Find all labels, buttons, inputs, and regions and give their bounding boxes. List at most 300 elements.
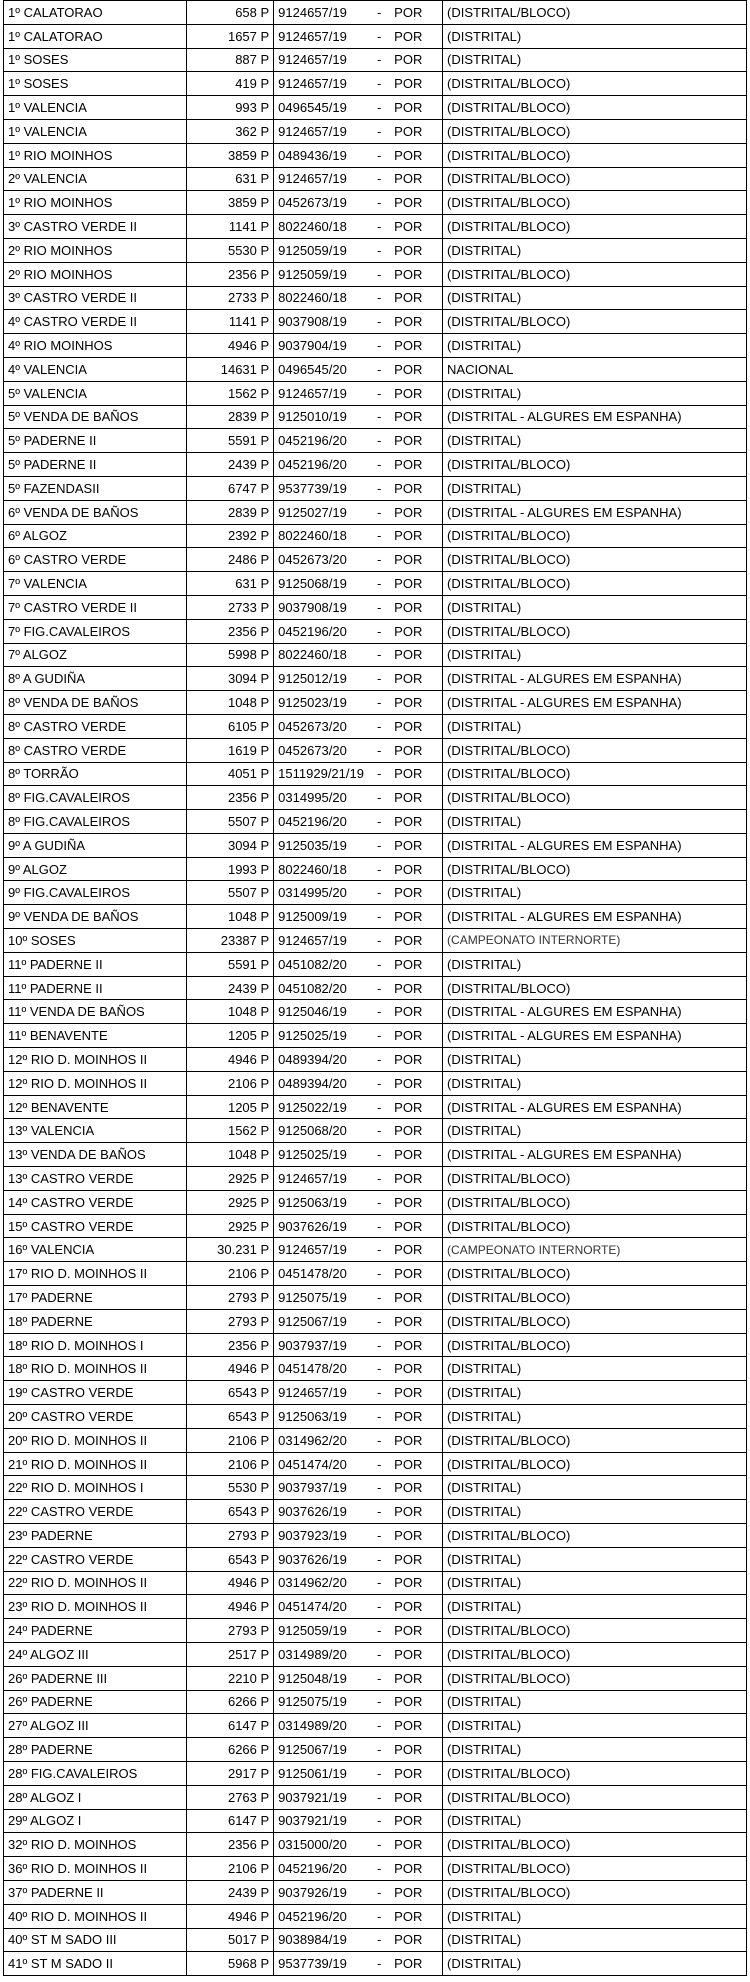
separator-dash: - <box>377 1408 382 1424</box>
placement-cell: 1º CALATORAO <box>4 24 187 48</box>
points-cell: 2793 P <box>187 1286 274 1310</box>
process-number: 9125010/19 <box>278 409 347 425</box>
table-row <box>4 1048 747 1072</box>
separator-dash: - <box>377 1123 382 1139</box>
points-cell: 2439 P <box>187 453 274 477</box>
process-cell <box>274 1024 443 1048</box>
process-cell <box>274 952 443 976</box>
separator-dash: - <box>377 813 382 829</box>
separator-dash: - <box>377 1289 382 1305</box>
table-row <box>4 1952 747 1976</box>
competition-cell: (DISTRITAL/BLOCO) <box>443 1857 747 1881</box>
process-cell <box>274 1642 443 1666</box>
process-cell <box>274 1357 443 1381</box>
process-number: 9125061/19 <box>278 1765 347 1781</box>
process-cell <box>274 1666 443 1690</box>
placement-cell: 9º FIG.CAVALEIROS <box>4 881 187 905</box>
points-cell: 1205 P <box>187 1095 274 1119</box>
competition-cell: (DISTRITAL - ALGURES EM ESPANHA) <box>443 500 747 524</box>
table-row <box>4 762 747 786</box>
process-cell <box>274 1452 443 1476</box>
process-cell <box>274 1928 443 1952</box>
country-code: POR <box>394 1075 423 1091</box>
process-cell <box>274 1048 443 1072</box>
table-row <box>4 429 747 453</box>
placement-cell: 8º VENDA DE BAÑOS <box>4 691 187 715</box>
points-cell: 6543 P <box>187 1405 274 1429</box>
process-cell <box>274 215 443 239</box>
table-row <box>4 1357 747 1381</box>
country-code: POR <box>394 1742 423 1758</box>
points-cell: 5507 P <box>187 810 274 834</box>
separator-dash: - <box>377 1575 382 1591</box>
process-cell <box>274 1904 443 1928</box>
points-cell: 362 P <box>187 119 274 143</box>
points-cell: 1657 P <box>187 24 274 48</box>
points-cell: 2356 P <box>187 786 274 810</box>
process-number: 0451478/20 <box>278 1361 347 1377</box>
table-row <box>4 1381 747 1405</box>
points-cell: 5530 P <box>187 1476 274 1500</box>
separator-dash: - <box>377 1432 382 1448</box>
table-row <box>4 1785 747 1809</box>
country-code: POR <box>394 861 423 877</box>
competition-cell: (DISTRITAL/BLOCO) <box>443 1666 747 1690</box>
competition-cell: (DISTRITAL) <box>443 1071 747 1095</box>
process-cell <box>274 691 443 715</box>
points-cell: 2356 P <box>187 262 274 286</box>
country-code: POR <box>394 647 423 663</box>
competition-cell: (DISTRITAL) <box>443 1048 747 1072</box>
process-cell <box>274 786 443 810</box>
country-code: POR <box>394 623 423 639</box>
table-row <box>4 405 747 429</box>
country-code: POR <box>394 123 423 139</box>
points-cell: 5998 P <box>187 643 274 667</box>
country-code: POR <box>394 980 423 996</box>
separator-dash: - <box>377 1742 382 1758</box>
country-code: POR <box>394 1789 423 1805</box>
competition-cell: (DISTRITAL - ALGURES EM ESPANHA) <box>443 1095 747 1119</box>
process-cell <box>274 286 443 310</box>
process-number: 9125063/19 <box>278 1408 347 1424</box>
competition-cell: (DISTRITAL) <box>443 714 747 738</box>
table-row <box>4 524 747 548</box>
separator-dash: - <box>377 599 382 615</box>
table-row <box>4 929 747 953</box>
process-number: 9125075/19 <box>278 1694 347 1710</box>
separator-dash: - <box>377 480 382 496</box>
country-code: POR <box>394 742 423 758</box>
placement-cell: 1º SOSES <box>4 48 187 72</box>
placement-cell: 8º FIG.CAVALEIROS <box>4 786 187 810</box>
country-code: POR <box>394 813 423 829</box>
competition-cell: NACIONAL <box>443 357 747 381</box>
points-cell: 4946 P <box>187 334 274 358</box>
table-row <box>4 1595 747 1619</box>
process-cell <box>274 96 443 120</box>
table-row <box>4 714 747 738</box>
process-number: 0451478/20 <box>278 1266 347 1282</box>
separator-dash: - <box>377 242 382 258</box>
process-number: 0314995/20 <box>278 790 347 806</box>
country-code: POR <box>394 195 423 211</box>
process-number: 0452673/20 <box>278 742 347 758</box>
points-cell: 2106 P <box>187 1452 274 1476</box>
table-row <box>4 1738 747 1762</box>
separator-dash: - <box>377 409 382 425</box>
country-code: POR <box>394 552 423 568</box>
competition-cell: (DISTRITAL/BLOCO) <box>443 72 747 96</box>
table-row <box>4 1143 747 1167</box>
points-cell: 5591 P <box>187 952 274 976</box>
process-number: 9125009/19 <box>278 909 347 925</box>
separator-dash: - <box>377 1194 382 1210</box>
process-number: 9124657/19 <box>278 76 347 92</box>
placement-cell: 3º CASTRO VERDE II <box>4 286 187 310</box>
placement-cell: 22º RIO D. MOINHOS II <box>4 1571 187 1595</box>
country-code: POR <box>394 1884 423 1900</box>
competition-cell: (DISTRITAL - ALGURES EM ESPANHA) <box>443 1024 747 1048</box>
competition-cell: (DISTRITAL) <box>443 476 747 500</box>
table-row <box>4 1547 747 1571</box>
country-code: POR <box>394 100 423 116</box>
table-row <box>4 1071 747 1095</box>
process-cell <box>274 1071 443 1095</box>
placement-cell: 6º CASTRO VERDE <box>4 548 187 572</box>
process-number: 0452196/20 <box>278 1861 347 1877</box>
country-code: POR <box>394 1456 423 1472</box>
separator-dash: - <box>377 1385 382 1401</box>
country-code: POR <box>394 76 423 92</box>
placement-cell: 17º PADERNE <box>4 1286 187 1310</box>
country-code: POR <box>394 790 423 806</box>
points-cell: 1562 P <box>187 381 274 405</box>
country-code: POR <box>394 385 423 401</box>
placement-cell: 13º CASTRO VERDE <box>4 1167 187 1191</box>
table-row <box>4 48 747 72</box>
placement-cell: 8º FIG.CAVALEIROS <box>4 810 187 834</box>
country-code: POR <box>394 52 423 68</box>
competition-cell: (DISTRITAL/BLOCO) <box>443 1 747 25</box>
points-cell: 1048 P <box>187 691 274 715</box>
placement-cell: 18º PADERNE <box>4 1309 187 1333</box>
points-cell: 2925 P <box>187 1214 274 1238</box>
placement-cell: 5º PADERNE II <box>4 453 187 477</box>
table-row <box>4 72 747 96</box>
competition-cell: (DISTRITAL) <box>443 643 747 667</box>
separator-dash: - <box>377 290 382 306</box>
process-number: 0452196/20 <box>278 457 347 473</box>
table-row <box>4 334 747 358</box>
table-row <box>4 1880 747 1904</box>
process-number: 0314995/20 <box>278 885 347 901</box>
process-number: 9038984/19 <box>278 1932 347 1948</box>
competition-cell: (DISTRITAL/BLOCO) <box>443 143 747 167</box>
process-cell <box>274 381 443 405</box>
process-number: 9125067/19 <box>278 1742 347 1758</box>
table-row <box>4 833 747 857</box>
process-number: 9124657/19 <box>278 932 347 948</box>
separator-dash: - <box>377 766 382 782</box>
process-cell <box>274 1167 443 1191</box>
points-cell: 631 P <box>187 572 274 596</box>
placement-cell: 8º A GUDIÑA <box>4 667 187 691</box>
country-code: POR <box>394 457 423 473</box>
process-number: 0451474/20 <box>278 1599 347 1615</box>
placement-cell: 29º ALGOZ I <box>4 1809 187 1833</box>
process-number: 0315000/20 <box>278 1837 347 1853</box>
competition-cell: (DISTRITAL/BLOCO) <box>443 1880 747 1904</box>
separator-dash: - <box>377 1861 382 1877</box>
placement-cell: 7º VALENCIA <box>4 572 187 596</box>
table-row <box>4 1571 747 1595</box>
table-row <box>4 1286 747 1310</box>
process-cell <box>274 191 443 215</box>
country-code: POR <box>394 932 423 948</box>
process-number: 8022460/18 <box>278 647 347 663</box>
process-cell <box>274 1809 443 1833</box>
table-row <box>4 619 747 643</box>
process-number: 9125075/19 <box>278 1289 347 1305</box>
separator-dash: - <box>377 385 382 401</box>
process-number: 9125059/19 <box>278 1623 347 1639</box>
separator-dash: - <box>377 433 382 449</box>
table-row <box>4 1309 747 1333</box>
separator-dash: - <box>377 1765 382 1781</box>
placement-cell: 5º PADERNE II <box>4 429 187 453</box>
placement-cell: 1º CALATORAO <box>4 1 187 25</box>
country-code: POR <box>394 1147 423 1163</box>
country-code: POR <box>394 219 423 235</box>
table-row <box>4 1524 747 1548</box>
placement-cell: 6º ALGOZ <box>4 524 187 548</box>
table-row <box>4 1095 747 1119</box>
process-number: 9037921/19 <box>278 1789 347 1805</box>
process-cell <box>274 500 443 524</box>
country-code: POR <box>394 576 423 592</box>
points-cell: 4946 P <box>187 1571 274 1595</box>
points-cell: 4051 P <box>187 762 274 786</box>
placement-cell: 8º TORRÃO <box>4 762 187 786</box>
points-cell: 2210 P <box>187 1666 274 1690</box>
process-cell <box>274 1524 443 1548</box>
separator-dash: - <box>377 1218 382 1234</box>
points-cell: 419 P <box>187 72 274 96</box>
placement-cell: 26º PADERNE <box>4 1690 187 1714</box>
country-code: POR <box>394 1004 423 1020</box>
separator-dash: - <box>377 1599 382 1615</box>
country-code: POR <box>394 480 423 496</box>
process-cell <box>274 262 443 286</box>
competition-cell: (DISTRITAL) <box>443 1690 747 1714</box>
process-cell <box>274 857 443 881</box>
competition-cell: (DISTRITAL - ALGURES EM ESPANHA) <box>443 405 747 429</box>
country-code: POR <box>394 314 423 330</box>
table-row <box>4 1190 747 1214</box>
table-row <box>4 952 747 976</box>
points-cell: 2793 P <box>187 1619 274 1643</box>
competition-cell: (DISTRITAL/BLOCO) <box>443 191 747 215</box>
separator-dash: - <box>377 123 382 139</box>
placement-cell: 1º VALENCIA <box>4 96 187 120</box>
separator-dash: - <box>377 1646 382 1662</box>
country-code: POR <box>394 1361 423 1377</box>
separator-dash: - <box>377 671 382 687</box>
process-cell <box>274 72 443 96</box>
table-row <box>4 1928 747 1952</box>
separator-dash: - <box>377 742 382 758</box>
table-row <box>4 215 747 239</box>
table-row <box>4 1167 747 1191</box>
points-cell: 5017 P <box>187 1928 274 1952</box>
separator-dash: - <box>377 1956 382 1972</box>
competition-cell: (DISTRITAL) <box>443 1714 747 1738</box>
process-cell <box>274 1214 443 1238</box>
country-code: POR <box>394 1551 423 1567</box>
competition-cell: (DISTRITAL/BLOCO) <box>443 1761 747 1785</box>
table-row <box>4 24 747 48</box>
country-code: POR <box>394 242 423 258</box>
process-cell <box>274 595 443 619</box>
separator-dash: - <box>377 552 382 568</box>
points-cell: 2763 P <box>187 1785 274 1809</box>
competition-cell: (DISTRITAL) <box>443 1809 747 1833</box>
separator-dash: - <box>377 361 382 377</box>
competition-cell: (DISTRITAL/BLOCO) <box>443 572 747 596</box>
table-row <box>4 595 747 619</box>
placement-cell: 5º VALENCIA <box>4 381 187 405</box>
table-row <box>4 167 747 191</box>
process-cell <box>274 1238 443 1262</box>
process-cell <box>274 1690 443 1714</box>
points-cell: 2356 P <box>187 1333 274 1357</box>
separator-dash: - <box>377 1837 382 1853</box>
points-cell: 887 P <box>187 48 274 72</box>
placement-cell: 8º CASTRO VERDE <box>4 738 187 762</box>
process-number: 0314962/20 <box>278 1575 347 1591</box>
process-number: 9124657/19 <box>278 171 347 187</box>
country-code: POR <box>394 147 423 163</box>
country-code: POR <box>394 1527 423 1543</box>
process-number: 9125068/20 <box>278 1123 347 1139</box>
process-number: 9125048/19 <box>278 1670 347 1686</box>
placement-cell: 1º VALENCIA <box>4 119 187 143</box>
process-number: 9125067/19 <box>278 1313 347 1329</box>
process-cell <box>274 1714 443 1738</box>
table-row <box>4 143 747 167</box>
separator-dash: - <box>377 885 382 901</box>
process-number: 9037937/19 <box>278 1480 347 1496</box>
country-code: POR <box>394 266 423 282</box>
country-code: POR <box>394 28 423 44</box>
points-cell: 4946 P <box>187 1048 274 1072</box>
points-cell: 1141 P <box>187 310 274 334</box>
table-row <box>4 119 747 143</box>
placement-cell: 4º VALENCIA <box>4 357 187 381</box>
placement-cell: 1º SOSES <box>4 72 187 96</box>
points-cell: 2733 P <box>187 595 274 619</box>
competition-cell: (DISTRITAL/BLOCO) <box>443 215 747 239</box>
placement-cell: 28º ALGOZ I <box>4 1785 187 1809</box>
table-row <box>4 881 747 905</box>
country-code: POR <box>394 1765 423 1781</box>
process-cell <box>274 310 443 334</box>
separator-dash: - <box>377 932 382 948</box>
competition-cell: (DISTRITAL) <box>443 1952 747 1976</box>
process-number: 0452196/20 <box>278 813 347 829</box>
points-cell: 5507 P <box>187 881 274 905</box>
process-number: 0452673/19 <box>278 195 347 211</box>
placement-cell: 17º RIO D. MOINHOS II <box>4 1262 187 1286</box>
table-row <box>4 500 747 524</box>
country-code: POR <box>394 1670 423 1686</box>
table-row <box>4 572 747 596</box>
table-row <box>4 1452 747 1476</box>
process-number: 1511929/21/19 <box>278 766 364 782</box>
process-number: 0452196/20 <box>278 433 347 449</box>
placement-cell: 14º CASTRO VERDE <box>4 1190 187 1214</box>
separator-dash: - <box>377 956 382 972</box>
country-code: POR <box>394 1313 423 1329</box>
separator-dash: - <box>377 1266 382 1282</box>
points-cell: 2793 P <box>187 1524 274 1548</box>
competition-cell: (CAMPEONATO INTERNORTE) <box>443 929 747 953</box>
competition-cell: (DISTRITAL) <box>443 1500 747 1524</box>
separator-dash: - <box>377 647 382 663</box>
country-code: POR <box>394 1028 423 1044</box>
table-row <box>4 1262 747 1286</box>
process-number: 8022460/18 <box>278 861 347 877</box>
placement-cell: 10º SOSES <box>4 929 187 953</box>
country-code: POR <box>394 1123 423 1139</box>
country-code: POR <box>394 1408 423 1424</box>
results-table <box>3 0 747 1976</box>
process-number: 9037937/19 <box>278 1337 347 1353</box>
process-number: 0314989/20 <box>278 1646 347 1662</box>
country-code: POR <box>394 1575 423 1591</box>
competition-cell: (DISTRITAL) <box>443 1928 747 1952</box>
process-number: 0452196/20 <box>278 623 347 639</box>
process-cell <box>274 905 443 929</box>
placement-cell: 13º VENDA DE BAÑOS <box>4 1143 187 1167</box>
country-code: POR <box>394 1194 423 1210</box>
separator-dash: - <box>377 4 382 20</box>
country-code: POR <box>394 766 423 782</box>
table-row <box>4 1714 747 1738</box>
country-code: POR <box>394 1099 423 1115</box>
country-code: POR <box>394 1289 423 1305</box>
competition-cell: (DISTRITAL/BLOCO) <box>443 548 747 572</box>
points-cell: 2106 P <box>187 1857 274 1881</box>
placement-cell: 40º RIO D. MOINHOS II <box>4 1904 187 1928</box>
process-number: 0496545/19 <box>278 100 347 116</box>
country-code: POR <box>394 361 423 377</box>
placement-cell: 40º ST M SADO III <box>4 1928 187 1952</box>
placement-cell: 15º CASTRO VERDE <box>4 1214 187 1238</box>
country-code: POR <box>394 1266 423 1282</box>
placement-cell: 22º CASTRO VERDE <box>4 1547 187 1571</box>
process-number: 9037921/19 <box>278 1813 347 1829</box>
process-number: 9125025/19 <box>278 1147 347 1163</box>
competition-cell: (DISTRITAL) <box>443 1738 747 1762</box>
placement-cell: 16º VALENCIA <box>4 1238 187 1262</box>
process-number: 0314962/20 <box>278 1432 347 1448</box>
placement-cell: 8º CASTRO VERDE <box>4 714 187 738</box>
table-row <box>4 786 747 810</box>
process-number: 9037626/19 <box>278 1218 347 1234</box>
process-cell <box>274 667 443 691</box>
